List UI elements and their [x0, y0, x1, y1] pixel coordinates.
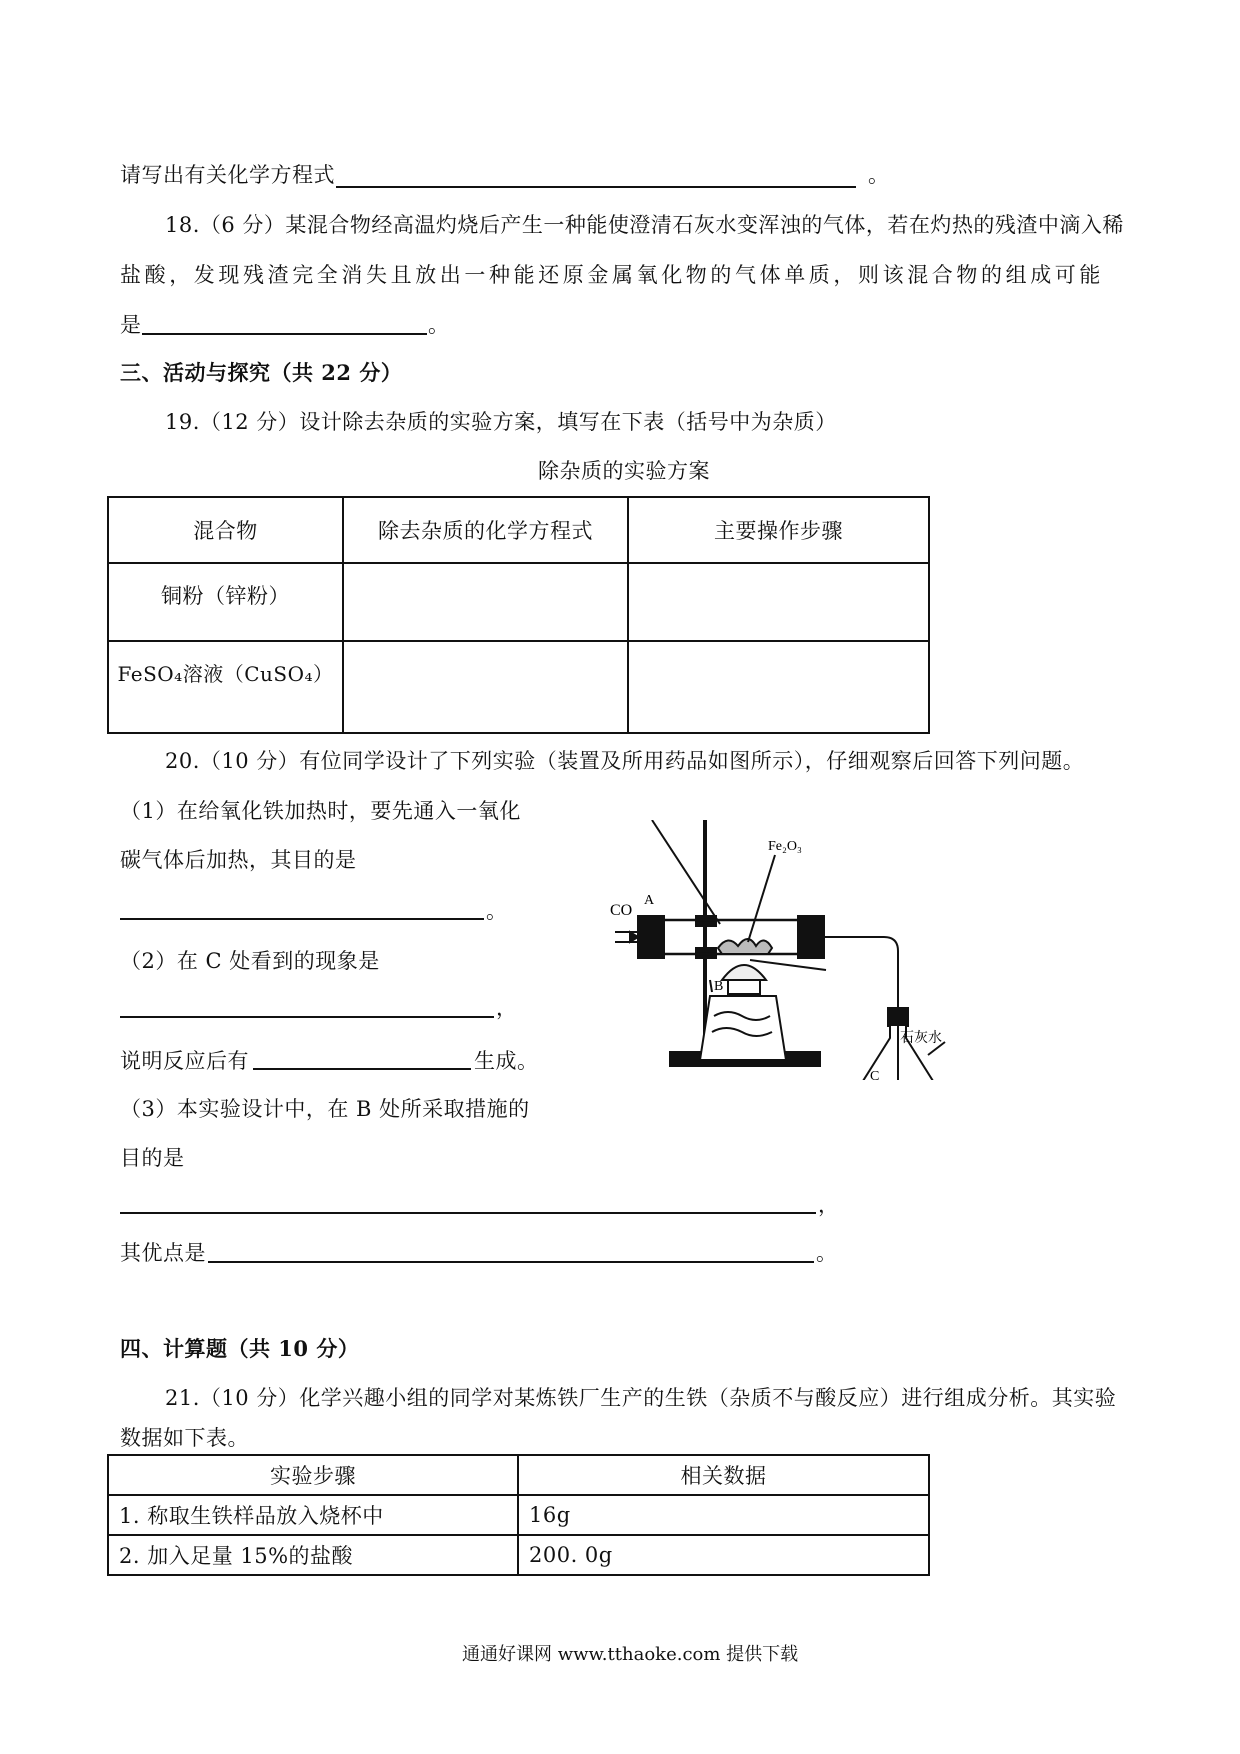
table-cell: 铜粉（锌粉） — [108, 563, 343, 641]
q21-line2: 数据如下表。 — [120, 1426, 249, 1450]
table-cell-answer[interactable] — [628, 563, 929, 641]
label-c: C — [870, 1069, 880, 1080]
right-stopper — [798, 916, 824, 958]
q20-part2-answer-blank[interactable] — [120, 1016, 494, 1018]
table-header-cell: 除去杂质的化学方程式 — [343, 497, 628, 563]
table-cell: FeSO₄溶液（CuSO₄） — [108, 641, 343, 733]
q17-prompt: 请写出有关化学方程式 — [120, 163, 335, 187]
table-header-cell: 主要操作步骤 — [628, 497, 929, 563]
table-header-row — [108, 1455, 929, 1495]
q20-part3-a: （3）本实验设计中，在 B 处所采取措施的 — [120, 1097, 530, 1121]
table-cell-answer[interactable] — [628, 641, 929, 733]
q20-part2-b-prefix: 说明反应后有 — [120, 1049, 249, 1073]
table-cell: 200. 0g — [518, 1535, 929, 1575]
q18-answer-blank[interactable] — [142, 333, 427, 335]
fe2o3-powder — [718, 939, 772, 954]
table-row — [108, 641, 929, 733]
q20-part2-b-suffix: 生成。 — [474, 1049, 539, 1073]
q20-part3-answer-blank[interactable] — [120, 1212, 816, 1214]
lamp-neck — [728, 980, 760, 994]
alcohol-lamp — [700, 996, 786, 1060]
fe2o3-label: Fe₂O₃ — [768, 839, 802, 854]
table-header-cell: 混合物 — [108, 497, 343, 563]
table-cell-answer[interactable] — [343, 563, 628, 641]
q21-line1: 21.（10 分）化学兴趣小组的同学对某炼铁厂生产的生铁（杂质不与酸反应）进行组成分析。其实验 — [165, 1386, 1117, 1410]
q18-line2: 盐酸，发现残渣完全消失且放出一种能还原金属氧化物的气体单质，则该混合物的组成可能 — [120, 263, 1104, 287]
q20-part1-period: 。 — [486, 899, 508, 923]
q20-part3-comma: ， — [818, 1193, 840, 1217]
table-cell: 16g — [518, 1495, 929, 1535]
label-b: B — [714, 979, 724, 994]
co-inlet-arrowhead — [630, 932, 638, 942]
table-header-row — [108, 497, 929, 563]
q20-part2-comma: ， — [496, 996, 518, 1020]
q20-part1-a: （1）在给氧化铁加热时，要先通入一氧化 — [120, 799, 521, 823]
table-header-cell: 相关数据 — [518, 1455, 929, 1495]
flask-stopper — [888, 1008, 908, 1026]
q20-part1-answer-blank[interactable] — [120, 918, 484, 920]
impurity-table — [107, 496, 930, 734]
left-stopper — [638, 916, 664, 958]
table-row — [108, 1535, 929, 1575]
co-reduction-apparatus-diagram — [600, 820, 960, 1080]
label-a-pointer — [652, 820, 720, 924]
label-b-pointer — [710, 980, 712, 992]
table-cell: 1. 称取生铁样品放入烧杯中 — [108, 1495, 518, 1535]
section3-heading: 三、活动与探究（共 22 分） — [120, 360, 403, 385]
q18-line3-prefix: 是 — [120, 313, 142, 337]
q20-part3-period: 。 — [816, 1241, 838, 1265]
table-row — [108, 1495, 929, 1535]
label-a: A — [644, 893, 655, 908]
q20-part2-a: （2）在 C 处看到的现象是 — [120, 949, 380, 973]
q20-intro: 20.（10 分）有位同学设计了下列实验（装置及所用药品如图所示），仔细观察后回答下列问题。 — [165, 749, 1085, 773]
return-tube-b — [750, 960, 826, 970]
q17-period: 。 — [868, 163, 890, 187]
table-row — [108, 563, 929, 641]
q17-answer-blank[interactable] — [336, 186, 856, 188]
limewater-label: 石灰水 — [900, 1031, 942, 1046]
q19-text: 19.（12 分）设计除去杂质的实验方案，填写在下表（括号中为杂质） — [165, 410, 837, 434]
page-footer: 通通好课网 www.tthaoke.com 提供下载 — [462, 1644, 799, 1665]
q18-period: 。 — [428, 313, 450, 337]
q20-part3c-answer-blank[interactable] — [208, 1261, 814, 1263]
fe2o3-pointer — [748, 855, 775, 942]
q20-part1-b: 碳气体后加热，其目的是 — [120, 848, 357, 872]
section4-heading: 四、计算题（共 10 分） — [120, 1336, 360, 1361]
table-cell-answer[interactable] — [343, 641, 628, 733]
q20-part3-b: 目的是 — [120, 1146, 185, 1170]
q19-table-title: 除杂质的实验方案 — [538, 459, 710, 483]
exhaust-tube — [824, 937, 898, 1011]
experiment-data-table — [107, 1454, 930, 1576]
q20-part2b-answer-blank[interactable] — [253, 1068, 471, 1070]
table-cell: 2. 加入足量 15%的盐酸 — [108, 1535, 518, 1575]
co-label: CO — [610, 902, 633, 919]
table-header-cell: 实验步骤 — [108, 1455, 518, 1495]
lamp-flame — [722, 965, 766, 980]
q18-line1: 18.（6 分）某混合物经高温灼烧后产生一种能使澄清石灰水变浑浊的气体，若在灼热的残渣中滴入稀 — [165, 213, 1124, 237]
q20-part3-c-prefix: 其优点是 — [120, 1241, 206, 1265]
